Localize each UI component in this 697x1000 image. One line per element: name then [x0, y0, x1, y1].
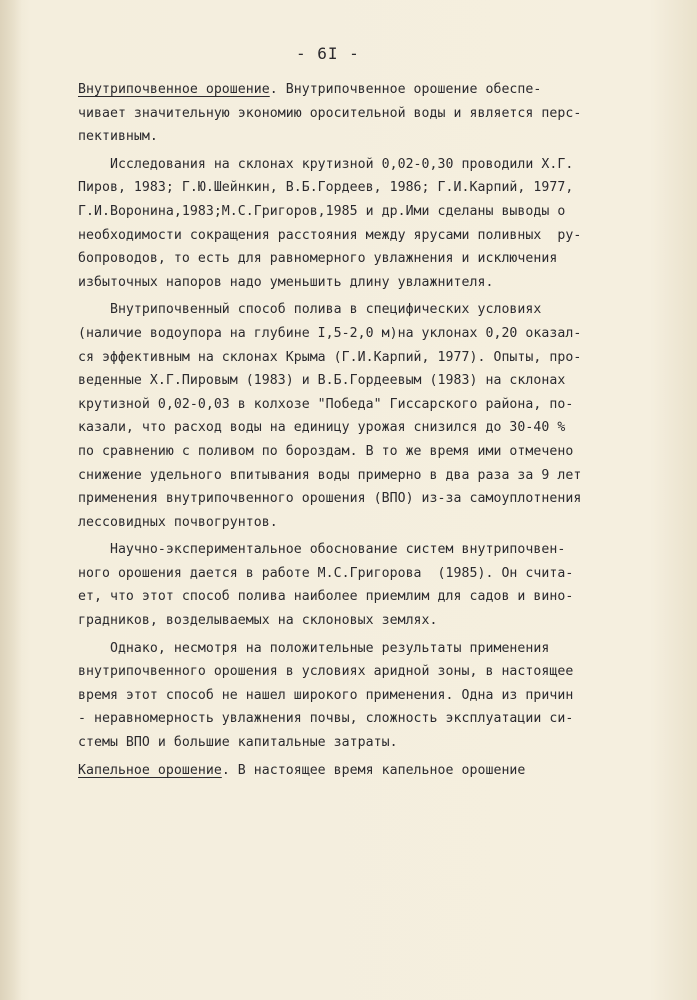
- text-span: . В настоящее время капельное орошение: [221, 762, 526, 778]
- text-line: Научно-экспериментальное обоснование систем внутрипочвен-: [78, 542, 566, 558]
- page-number: - 6I -: [296, 44, 360, 63]
- section-heading: Внутрипочвенное орошение: [78, 82, 270, 97]
- text-line: стемы ВПО и большие капитальные затраты.: [78, 735, 398, 751]
- text-line: [78, 759, 624, 783]
- text-line: казали, что расход воды на единицу урожая снизился до 30-40 %: [78, 420, 566, 436]
- text-line: - неравномерность увлажнения почвы, сложность эксплуатации си-: [78, 711, 574, 727]
- text-line: Исследования на склонах крутизной 0,02-0,30 проводили Х.Г.: [78, 156, 574, 172]
- text-line: пективным.: [78, 129, 158, 145]
- text-line: внутрипочвенного орошения в условиях аридной зоны, в настоящее: [78, 664, 574, 680]
- text-line: снижение удельного впитывания воды примерно в два раза за 9 лет: [78, 467, 582, 483]
- section-heading: Капельное орошение: [78, 762, 222, 778]
- paragraph: [78, 78, 624, 149]
- paragraph: [78, 759, 624, 783]
- text-line: (наличие водоупора на глубине I,5-2,0 м)на уклонах 0,20 оказал-: [78, 325, 582, 341]
- paragraph: [78, 538, 624, 632]
- text-line: избыточных напоров надо уменьшить длину увлажнителя.: [78, 274, 494, 290]
- text-line: [78, 78, 624, 102]
- text-line: время этот способ не нашел широкого применения. Одна из причин: [78, 687, 574, 703]
- text-line: Однако, несмотря на положительные результаты применения: [78, 640, 550, 656]
- text-line: Г.И.Воронина,1983;М.С.Григоров,1985 и др.Ими сделаны выводы о: [78, 203, 566, 219]
- text-span: . Внутрипочвенное орошение обеспе-: [269, 82, 542, 97]
- text-line: по сравнению с поливом по бороздам. В то же время ими отмечено: [78, 443, 574, 459]
- body-text: [78, 78, 624, 782]
- text-line: чивает значительную экономию оросительной воды и является перс-: [78, 105, 582, 121]
- paragraph: [78, 153, 624, 295]
- text-line: градников, возделываемых на склоновых землях.: [78, 613, 438, 629]
- text-line: бопроводов, то есть для равномерного увлажнения и исключения: [78, 251, 558, 267]
- text-line: ет, что этот способ полива наиболее приемлим для садов и вино-: [78, 589, 574, 605]
- text-line: Пиров, 1983; Г.Ю.Шейнкин, В.Б.Гордеев, 1986; Г.И.Карпий, 1977,: [78, 180, 574, 196]
- text-line: Внутрипочвенный способ полива в специфических условиях: [78, 302, 542, 318]
- text-line: необходимости сокращения расстояния между ярусами поливных ру-: [78, 227, 582, 243]
- text-line: веденные Х.Г.Пировым (1983) и В.Б.Гордеевым (1983) на склонах: [78, 373, 566, 389]
- paragraph: [78, 298, 624, 534]
- text-line: ся эффективным на склонах Крыма (Г.И.Карпий, 1977). Опыты, про-: [78, 349, 582, 365]
- text-line: ного орошения дается в работе М.С.Григорова (1985). Он счита-: [78, 565, 574, 581]
- paragraph: [78, 637, 624, 755]
- text-line: применения внутрипочвенного орошения (ВПО) из-за самоуплотнения: [78, 491, 582, 507]
- page-edge-shadow: [0, 0, 22, 1000]
- text-line: крутизной 0,02-0,03 в колхозе "Победа" Гиссарского района, по-: [78, 396, 574, 412]
- text-line: лессовидных почвогрунтов.: [78, 514, 278, 530]
